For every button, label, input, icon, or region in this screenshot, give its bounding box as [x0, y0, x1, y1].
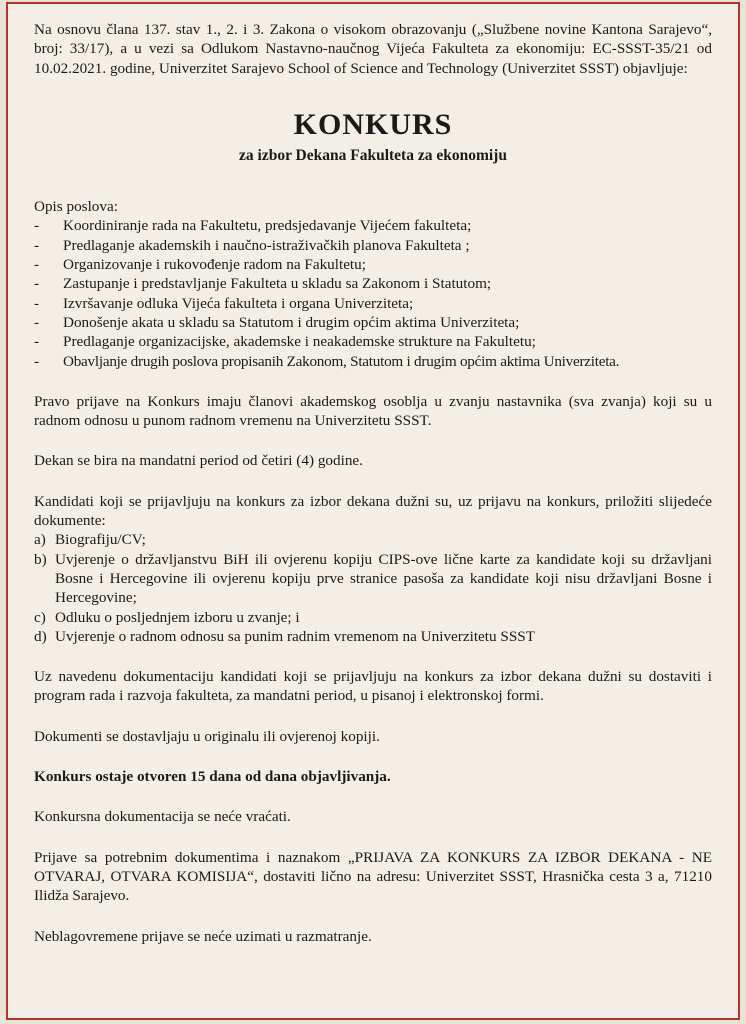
list-item: a) Biografiju/CV; — [34, 531, 146, 549]
late-applications-paragraph: Neblagovremene prijave se neće uzimati u razmatranje. — [34, 927, 372, 945]
list-item: - Izvršavanje odluka Vijeća fakulteta i organa Univerziteta; — [34, 294, 414, 312]
originals-paragraph: Dokumenti se dostavljaju u originalu ili ovjerenoj kopiji. — [34, 727, 380, 745]
announcement-title: KONKURS — [293, 107, 453, 141]
list-item: d) Uvjerenje o radnom odnosu sa punim radnim vremenom na Univerzitetu SSST — [34, 627, 536, 645]
list-item: c) Odluku o posljednjem izboru u zvanje; i — [34, 608, 300, 626]
list-item: - Zastupanje i predstavljanje Fakulteta u skladu sa Zakonom i Statutom; — [34, 275, 492, 293]
mandate-paragraph: Dekan se bira na mandatni period od četiri (4) godine. — [34, 452, 363, 470]
program-paragraph: Uz navedenu dokumentaciju kandidati koji se prijavljuju na konkurs za izbor dekana dužni su dostaviti i program rada i razvoja fakulteta, za mandatni period, u pisanoj i elektronskoj formi. — [34, 668, 712, 705]
duties-label: Opis poslova: — [34, 198, 118, 216]
documents-intro: Kandidati koji se prijavljuju na konkurs za izbor dekana dužni su, uz prijavu na konkurs, priložiti slijedeće dokumente: — [34, 492, 712, 530]
documents-list — [34, 530, 712, 646]
no-return-paragraph: Konkursna dokumentacija se neće vraćati. — [34, 808, 291, 826]
list-item: - Donošenje akata u skladu sa Statutom i drugim općim aktima Univerziteta; — [34, 313, 520, 331]
list-item: - Koordiniranje rada na Fakultetu, predsjedavanje Vijećem fakulteta; — [34, 217, 472, 235]
announcement-page — [6, 2, 740, 1020]
open-period-paragraph: Konkurs ostaje otvoren 15 dana od dana objavljivanja. — [34, 768, 391, 786]
list-item: - Predlaganje organizacijske, akademske i neakademske strukture na Fakultetu; — [34, 333, 536, 351]
duties-list — [34, 216, 712, 370]
submission-paragraph: Prijave sa potrebnim dokumentima i naznakom „PRIJAVA ZA KONKURS ZA IZBOR DEKANA - NE OTVARAJ, OTVARA KOMISIJA“, dostaviti lično na adresu: Univerzitet SSST, Hrasnička cesta 3 a, 71210 Ilidža Sarajevo. — [34, 848, 712, 905]
list-item: - Predlaganje akademskih i naučno-istraživačkih planova Fakulteta ; — [34, 236, 470, 254]
list-item: - Organizovanje i rukovođenje radom na Fakultetu; — [34, 256, 366, 274]
announcement-subtitle: za izbor Dekana Fakulteta za ekonomiju — [239, 146, 507, 164]
list-item: - Obavljanje drugih poslova propisanih Zakonom, Statutom i drugim općim aktima Univerziteta. — [34, 352, 620, 370]
list-item: b) Uvjerenje o državljanstvu BiH ili ovjerenu kopiju CIPS-ove lične karte za kandidate koji su državljani Bosne i Hercegovine ili ovjerenu kopiju prve stranice pasoša za kandidate koji nisu državljani Bosne i Hercegovine; — [34, 550, 712, 607]
eligibility-paragraph: Pravo prijave na Konkurs imaju članovi akademskog osoblja u zvanju nastavnika (sva zvanja) koji su u radnom odnosu u punom radnom vremenu na Univerzitetu SSST. — [34, 392, 712, 430]
intro-paragraph: Na osnovu člana 137. stav 1., 2. i 3. Zakona o visokom obrazovanju („Službene novine Kantona Sarajevo“, broj: 33/17), a u vezi sa Odlukom Nastavno-naučnog Vijeća Fakulteta za ekonomiju: EC-SSST-35/21 od 10.02.2021. godine, Univerzitet Sarajevo School of Science and Technology (Univerzitet SSST) objavljuje: — [34, 21, 712, 77]
